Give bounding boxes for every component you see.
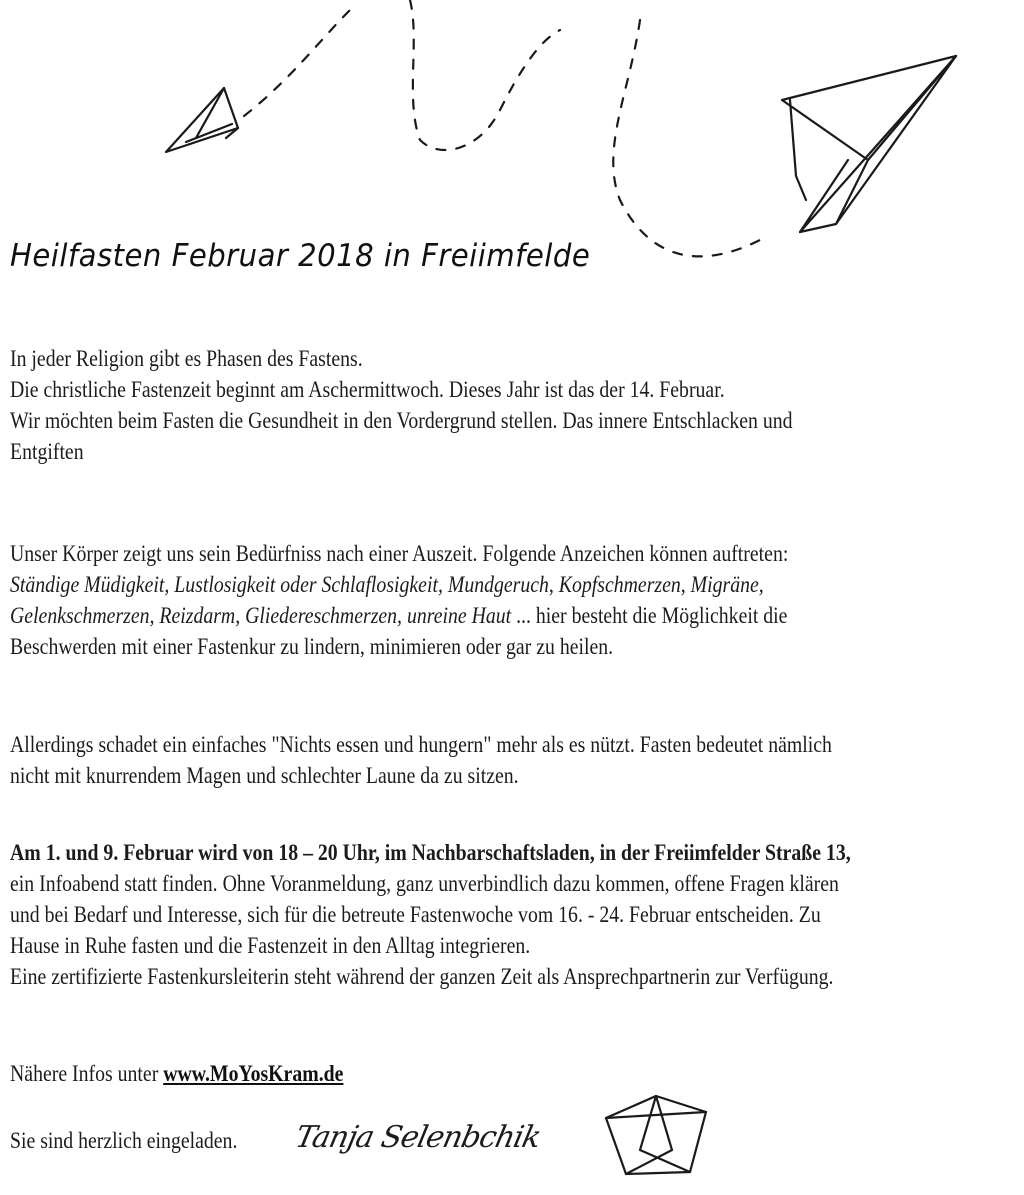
symptoms-list: Gelenkschmerzen, Reizdarm, Gliedereschmerzen, unreine Haut [10,603,512,628]
event-line: ein Infoabend statt finden. Ohne Voranmeldung, ganz unverbindlich dazu kommen, offene Fragen klären [10,871,839,896]
warning-line: Allerdings schadet ein einfaches "Nichts essen und hungern" mehr als es nützt. Fasten bedeutet nämlich [10,732,832,757]
info-prefix: Nähere Infos unter [10,1061,164,1086]
intro-line: In jeder Religion gibt es Phasen des Fastens. [10,346,363,371]
closing-text: Sie sind herzlich eingeladen. [10,1128,238,1153]
event-paragraph [10,837,851,992]
small-paper-airplane-icon [166,88,238,152]
page-title: Heilfasten Februar 2018 in Freiimfelde [10,238,591,274]
info-line [10,1058,343,1089]
warning-paragraph [10,729,832,791]
symptoms-line [10,600,788,631]
paper-boat-icon [606,1096,706,1174]
symptoms-line: Unser Körper zeigt uns sein Bedürfniss nach einer Auszeit. Folgende Anzeichen können auftreten: [10,541,789,566]
dashed-flight-path [244,0,760,256]
symptoms-paragraph [10,538,788,662]
website-link[interactable]: www.MoYosKram.de [163,1061,344,1086]
symptoms-line: Beschwerden mit einer Fastenkur zu lindern, minimieren oder gar zu heilen. [10,634,614,659]
event-line: Eine zertifizierte Fastenkursleiterin steht während der ganzen Zeit als Ansprechpartnerin zur Verfügung. [10,964,834,989]
event-line: und bei Bedarf und Interesse, sich für die betreute Fastenwoche vom 16. - 24. Februar entscheiden. Zu [10,902,821,927]
event-line: Hause in Ruhe fasten und die Fastenzeit in den Alltag integrieren. [10,933,531,958]
symptoms-continuation: ... hier besteht die Möglichkeit die [511,603,788,628]
signature: Tanja Selenbchik [292,1120,544,1155]
intro-line: Entgiften [10,439,84,464]
event-headline: Am 1. und 9. Februar wird von 18 – 20 Uhr, im Nachbarschaftsladen, in der Freiimfelder Straße 13, [10,840,851,865]
intro-paragraph [10,343,793,467]
intro-line: Die christliche Fastenzeit beginnt am Aschermittwoch. Dieses Jahr ist das der 14. Februar. [10,377,725,402]
intro-line: Wir möchten beim Fasten die Gesundheit in den Vordergrund stellen. Das innere Entschlacken und [10,408,793,433]
symptoms-line: Ständige Müdigkeit, Lustlosigkeit oder Schlaflosigkeit, Mundgeruch, Kopfschmerzen, Migräne, [10,572,764,597]
large-paper-airplane-icon [782,56,956,232]
warning-line: nicht mit knurrendem Magen und schlechter Laune da zu sitzen. [10,763,519,788]
